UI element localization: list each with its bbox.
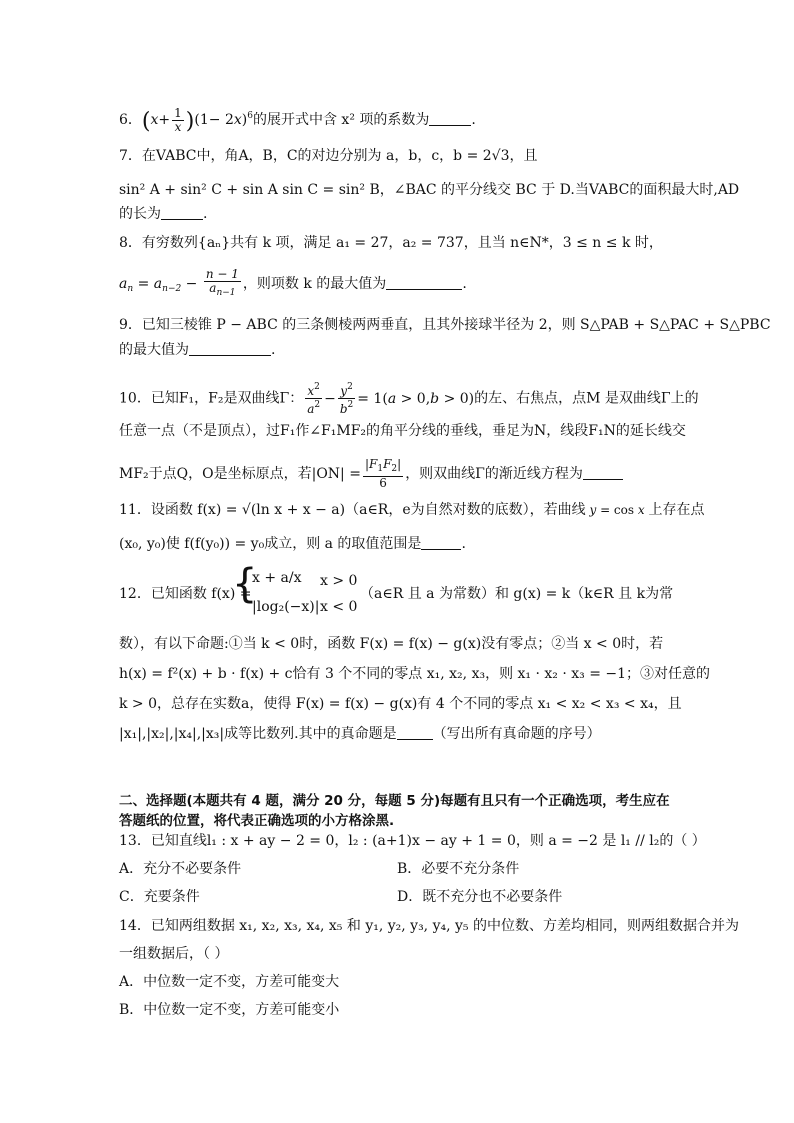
q7-text-1: 在VABC中，角A，B，C的对边分别为 a，b，c，b = 2√3，且 xyxy=(141,148,538,164)
question-9-line-2: 的最大值为 . xyxy=(119,342,276,358)
question-14-line-1: 14．已知两组数据 x₁, x₂, x₃, x₄, x₅ 和 y₁, y₂, y₃, y₄, y₅ 的中位数、方差均相同，则两组数据合并为 xyxy=(119,918,739,934)
q10-hyperbola-equation: $\frac{x^2}{a^2}$ − $\frac{y^2}{b^2}$ = 1(a > 0,b > 0) xyxy=(307,382,475,416)
question-12-line-5 xyxy=(119,724,601,744)
q8-answer-blank xyxy=(386,275,462,290)
q7-text-3: 的长为 xyxy=(119,206,161,222)
question-6: 6．(x+ $\frac{1}{x}$ )$(1- 2x)^6$的展开式中含 x² 项的系数为 . xyxy=(119,105,476,134)
question-7-line-3: 的长为 . xyxy=(119,206,208,222)
q11-text-1a: 设函数 f(x) = √(ln x + x − a)（a∈R，e为自然对数的底数），若曲线 xyxy=(150,502,586,518)
q13-option-b[interactable]: B．必要不充分条件 xyxy=(397,861,520,877)
question-8-line-1: 8．有穷数列{aₙ}共有 k 项，满足 a₁ = 27，a₂ = 737，且当 n∈N*，3 ≤ n ≤ k 时， xyxy=(119,235,663,251)
q12-brace: { xyxy=(232,561,258,607)
question-11-line-2: (x₀, y₀)使 f(f(y₀)) = y₀成立，则 a 的取值范围是 . xyxy=(119,536,466,552)
q10-text-1a: 已知F₁，F₂是双曲线Γ： xyxy=(150,390,304,407)
question-10-line-3 xyxy=(119,458,623,490)
q10-text-1b: 的左、右焦点，点M 是双曲线Γ上的 xyxy=(474,390,699,407)
q7-text-2: sin² A + sin² C + sin A sin C = sin² B，∠BAC 的平分线交 BC 于 D.当VABC的面积最大时,AD xyxy=(119,182,740,198)
question-7-line-1: 7．在VABC中，角A，B，C的对边分别为 a，b，c，b = 2√3，且 xyxy=(119,148,538,164)
q9-answer-blank xyxy=(189,341,271,356)
q11-curve: y = cos x xyxy=(589,503,645,517)
q12-case-1: x + a/x xyxy=(252,570,302,586)
q12-text-5a: |x₁|,|x₂|,|x₄|,|x₃|成等比数列.其中的真命题是 xyxy=(119,726,397,742)
section-2-heading-2: 答题纸的位置，将代表正确选项的小方格涂黑. xyxy=(119,813,395,829)
q13-option-d[interactable]: D．既不充分也不必要条件 xyxy=(397,889,563,905)
q7-answer-blank xyxy=(161,205,203,220)
question-9-line-1: 9．已知三棱锥 P − ABC 的三条侧棱两两垂直，且其外接球半径为 2，则 S△PAB + S△PAC + S△PBC xyxy=(119,317,771,333)
q10-fraction: $\frac{|F_1F_2|}{6}$ xyxy=(364,457,402,490)
question-14-line-2 xyxy=(119,944,228,964)
q14-option-a[interactable]: A．中位数一定不变，方差可能变大 xyxy=(119,974,340,990)
question-11-line-1: 11．设函数 f(x) = √(ln x + x − a)（a∈R，e为自然对数的底数），若曲线 y = cos x 上存在点 xyxy=(119,502,705,518)
q11-text-1b: 上存在点 xyxy=(648,502,705,518)
q10-text-2: 任意一点（不是顶点），过F₁作∠F₁MF₂的角平分线的垂线，垂足为N，线段F₁N的延长线交 xyxy=(119,423,686,439)
q11-text-2: (x₀, y₀)使 f(f(y₀)) = y₀成立，则 a 的取值范围是 xyxy=(119,536,422,552)
q10-answer-blank xyxy=(583,465,623,480)
q12-condition-1: x > 0 xyxy=(320,573,358,589)
q14-text-1: 已知两组数据 x₁, x₂, x₃, x₄, x₅ 和 y₁, y₂, y₃, y₄, y₅ 的中位数、方差均相同，则两组数据合并为 xyxy=(150,918,739,934)
question-8-line-2: $a_n = a_{n-2}$ − $\frac{n - 1}{a_{n-1}}$ ，则项数 k 的最大值为 . xyxy=(119,267,467,298)
q10-text-3a: MF₂于点Q，O是坐标原点，若|ON| = xyxy=(119,466,361,482)
question-7-line-2 xyxy=(119,180,739,200)
q12-text-1a: 已知函数 f(x) = xyxy=(150,586,252,602)
q14-option-b[interactable]: B．中位数一定不变，方差可能变小 xyxy=(119,1002,340,1018)
q6-answer-blank xyxy=(429,111,471,126)
question-10-line-2 xyxy=(119,421,686,441)
q13-option-a[interactable]: A．充分不必要条件 xyxy=(119,861,242,877)
question-10-line-1: 10．已知F₁，F₂是双曲线Γ： $\frac{x^2}{a^2}$ − $\frac{y^2}{b^2}$ = 1(a > 0,b > 0)的左、右焦点，点M 是双曲线Γ上的 xyxy=(119,382,699,416)
q14-text-2: 一组数据后，（ ） xyxy=(119,946,229,962)
q12-case-2: |log₂(−x)| xyxy=(252,599,320,615)
q8-recurrence: $a_n = a_{n-2}$ − $\frac{n - 1}{a_{n-1}}$ xyxy=(119,267,239,298)
question-12-line-4 xyxy=(119,694,682,714)
q12-condition-2: x < 0 xyxy=(320,599,358,615)
q9-text-2: 的最大值为 xyxy=(119,342,189,358)
question-12-line-2 xyxy=(119,634,663,654)
section-2-heading-1: 二、选择题(本题共有 4 题，满分 20 分，每题 5 分)每题有且只有一个正确选项，考生应在 xyxy=(119,793,670,809)
question-12-line-3 xyxy=(119,664,710,684)
q12-text-4: k > 0，总存在实数a，使得 F(x) = f(x) − g(x)有 4 个不同的零点 x₁ < x₂ < x₃ < x₄，且 xyxy=(119,696,682,712)
q6-expression: (x+ $\frac{1}{x}$ )$(1- 2x)^6$ xyxy=(141,105,253,134)
q12-text-3: h(x) = f²(x) + b · f(x) + c恰有 3 个不同的零点 x₁, x₂, x₃，则 x₁ · x₂ · x₃ = −1；③对任意的 xyxy=(119,666,711,682)
q11-answer-blank xyxy=(421,535,461,550)
q6-text: 的展开式中含 x² 项的系数为 xyxy=(252,112,430,128)
q10-text-3b: ，则双曲线Γ的渐近线方程为 xyxy=(405,466,583,482)
q8-text-1: 有穷数列{aₙ}共有 k 项，满足 a₁ = 27，a₂ = 737，且当 n∈N*，3 ≤ n ≤ k 时， xyxy=(141,235,663,251)
q12-text-1b: （a∈R 且 a 为常数）和 g(x) = k（k∈R 且 k为常 xyxy=(360,586,674,602)
q12-answer-blank xyxy=(397,725,433,740)
q6-label: 6． xyxy=(119,112,142,128)
question-13: 13．已知直线l₁ : x + ay − 2 = 0，l₂ : (a+1)x − ay + 1 = 0，则 a = −2 是 l₁ // l₂的（ ） xyxy=(119,833,706,849)
q12-text-2: 数），有以下命题:①当 k < 0时，函数 F(x) = f(x) − g(x)没有零点；②当 x < 0时，若 xyxy=(119,636,664,652)
q9-text-1: 已知三棱锥 P − ABC 的三条侧棱两两垂直，且其外接球半径为 2，则 S△PAB + S△PAC + S△PBC xyxy=(141,317,771,333)
q8-text-2: ，则项数 k 的最大值为 xyxy=(242,276,387,292)
q13-text: 已知直线l₁ : x + ay − 2 = 0，l₂ : (a+1)x − ay + 1 = 0，则 a = −2 是 l₁ // l₂的（ ） xyxy=(150,833,706,849)
q13-option-c[interactable]: C．充要条件 xyxy=(119,889,200,905)
question-12-line-1: 12．已知函数 f(x) = xyxy=(119,586,252,602)
q12-text-5b: （写出所有真命题的序号） xyxy=(432,726,601,742)
